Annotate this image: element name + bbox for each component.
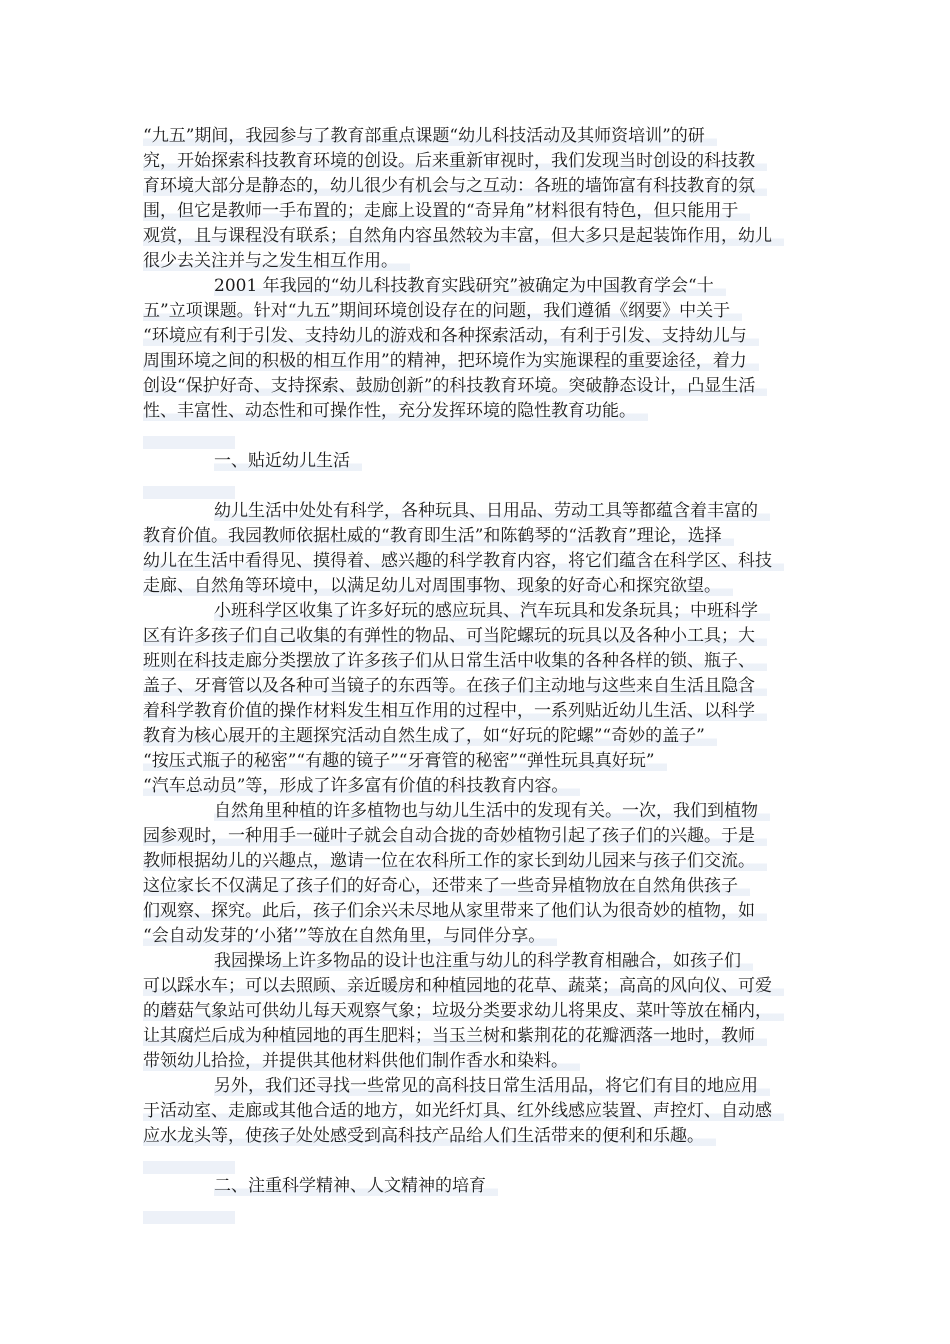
text-line [143,174,815,199]
text-line [143,299,815,324]
text-line [143,374,815,399]
paragraph [143,599,815,799]
text-line-content: 应水龙头等，使孩子处处感受到高科技产品给人们生活带来的便利和乐趣。 [143,1126,716,1146]
text-line-content: 教育价值。我园教师依据杜威的“教育即生活”和陈鹤琴的“活教育”理论，选择 [143,526,734,546]
text-line [143,849,815,874]
text-line [143,774,815,799]
blank-line [143,474,815,499]
text-line-content: 园参观时，一种用手一碰叶子就会自动合拢的奇妙植物引起了孩子们的兴趣。于是 [143,826,767,846]
text-line [143,224,815,249]
text-line [143,699,815,724]
text-line [143,399,815,424]
text-line-content: 小班科学区收集了许多好玩的感应玩具、汽车玩具和发条玩具；中班科学 [214,601,770,621]
text-line [143,749,815,774]
paragraph [143,124,815,274]
text-line-content: 区有许多孩子们自己收集的有弹性的物品、可当陀螺玩的玩具以及各种小工具；大 [143,626,767,646]
text-line-content: “环境应有利于引发、支持幼儿的游戏和各种探索活动，有利于引发、支持幼儿与 [143,326,759,346]
text-line-content: 于活动室、走廊或其他合适的地方，如光纤灯具、红外线感应装置、声控灯、自动感 [143,1101,784,1121]
text-line [143,274,815,299]
text-line [143,124,815,149]
paragraph [143,949,815,1074]
section-heading-text: 一、贴近幼儿生活 [214,451,362,471]
text-line [143,624,815,649]
section-heading-text: 二、注重科学精神、人文精神的培育 [214,1176,498,1196]
text-line-content: 幼儿生活中处处有科学，各种玩具、日用品、劳动工具等都蕴含着丰富的 [214,501,770,521]
text-line-content: 教师根据幼儿的兴趣点，邀请一位在农科所工作的家长到幼儿园来与孩子们交流。 [143,851,767,871]
text-line-content: 自然角里种植的许多植物也与幼儿生活中的发现有关。一次，我们到植物 [214,801,770,821]
text-line-content: “汽车总动员”等，形成了许多富有价值的科技教育内容。 [143,776,580,796]
text-line [143,149,815,174]
text-line-content: 盖子、牙膏管以及各种可当镜子的东西等。在孩子们主动地与这些来自生活且隐含 [143,676,767,696]
text-line [143,524,815,549]
paragraph [143,499,815,599]
text-line [143,924,815,949]
text-line-content: 很少去关注并与之发生相互作用。 [143,251,410,271]
text-line-content: 可以踩水车；可以去照顾、亲近暖房和种植园地的花草、蔬菜；高高的风向仪、可爱 [143,976,784,996]
blank-line [143,1149,815,1174]
text-line [143,649,815,674]
text-line [143,1049,815,1074]
text-line-content: 的蘑菇气象站可供幼儿每天观察气象；垃圾分类要求幼儿将果皮、菜叶等放在桶内， [143,1001,784,1021]
document-body [143,124,815,1224]
text-line-content: “按压式瓶子的秘密”“有趣的镜子”“牙膏管的秘密”“弹性玩具真好玩” [143,751,667,771]
text-line-content: “会自动发芽的‘小猪’”等放在自然角里，与同伴分享。 [143,926,557,946]
text-line [143,549,815,574]
text-line-content: 们观察、探究。此后，孩子们余兴未尽地从家里带来了他们认为很奇妙的植物，如 [143,901,767,921]
text-line-content: 性、丰富性、动态性和可操作性，充分发挥环境的隐性教育功能。 [143,401,648,421]
text-line-content: 班则在科技走廊分类摆放了许多孩子们从日常生活中收集的各种各样的锁、瓶子、 [143,651,767,671]
paragraph [143,1074,815,1149]
text-line-content: 着科学教育价值的操作材料发生相互作用的过程中，一系列贴近幼儿生活、以科学 [143,701,767,721]
text-line-content: 带领幼儿拾捡，并提供其他材料供他们制作香水和染料。 [143,1051,580,1071]
text-line-content: 围，但它是教师一手布置的；走廊上设置的“奇异角”材料很有特色，但只能用于 [143,201,750,221]
text-line-content: 周围环境之间的积极的相互作用”的精神，把环境作为实施课程的重要途径，着力 [143,351,759,371]
text-line-content: 育环境大部分是静态的，幼儿很少有机会与之互动：各班的墙饰富有科技教育的氛 [143,176,767,196]
text-line [143,874,815,899]
text-line [143,249,815,274]
text-line [143,324,815,349]
blank-line [143,424,815,449]
text-line [143,1024,815,1049]
paragraph [143,274,815,424]
text-line-content: 走廊、自然角等环境中，以满足幼儿对周围事物、现象的好奇心和探究欲望。 [143,576,733,596]
text-line-content: 这位家长不仅满足了孩子们的好奇心，还带来了一些奇异植物放在自然角供孩子 [143,876,750,896]
paragraph [143,799,815,949]
text-line [143,724,815,749]
text-line [143,949,815,974]
text-line [143,1124,815,1149]
text-line [143,824,815,849]
text-line [143,674,815,699]
text-line [143,999,815,1024]
text-line-content: 创设“保护好奇、支持探索、鼓励创新”的科技教育环境。突破静态设计，凸显生活 [143,376,767,396]
text-line-content: 我园操场上许多物品的设计也注重与幼儿的科学教育相融合，如孩子们 [214,951,753,971]
text-line [143,574,815,599]
text-line-content: 另外，我们还寻找一些常见的高科技日常生活用品，将它们有目的地应用 [214,1076,770,1096]
text-line [143,599,815,624]
section-heading [143,1174,815,1199]
text-line [143,1074,815,1099]
text-line-content: “九五”期间，我园参与了教育部重点课题“幼儿科技活动及其师资培训”的研 [143,126,717,146]
text-line [143,349,815,374]
section-heading [143,449,815,474]
blank-line [143,1199,815,1224]
text-line-content: 观赏，且与课程没有联系；自然角内容虽然较为丰富，但大多只是起装饰作用，幼儿 [143,226,784,246]
text-line-content: 教育为核心展开的主题探究活动自然生成了，如“好玩的陀螺”“奇妙的盖子” [143,726,717,746]
text-line [143,974,815,999]
text-line [143,1099,815,1124]
text-line-content: 让其腐烂后成为种植园地的再生肥料；当玉兰树和紫荆花的花瓣洒落一地时，教师 [143,1026,767,1046]
text-line [143,499,815,524]
text-line-content: 究，开始探索科技教育环境的创设。后来重新审视时，我们发现当时创设的科技教 [143,151,767,171]
text-line-content: 五”立项课题。针对“九五”期间环境创设存在的问题，我们遵循《纲要》中关于 [143,301,742,321]
text-line [143,799,815,824]
text-line [143,899,815,924]
text-line-content: 2001 年我园的“幼儿科技教育实践研究”被确定为中国教育学会“十 [214,276,726,296]
text-line [143,199,815,224]
text-line-content: 幼儿在生活中看得见、摸得着、感兴趣的科学教育内容，将它们蕴含在科学区、科技 [143,551,784,571]
